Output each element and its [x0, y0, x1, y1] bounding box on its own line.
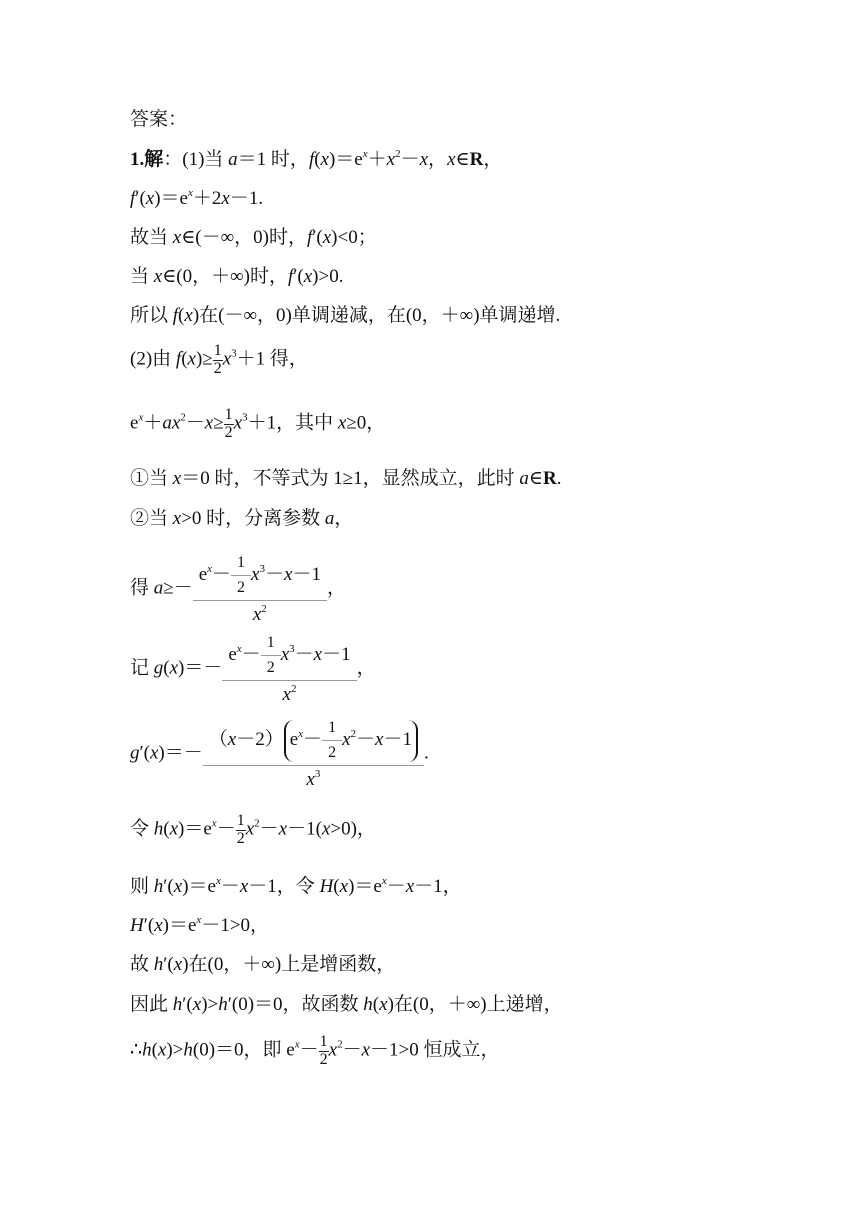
solution-line-14: 则 $h'(x)=e^x-x-1$，令 $H(x)=e^x-x-1$，	[130, 875, 462, 897]
solution-line-3: 故当 x∈(－∞，0)时，f′(x)<0；	[130, 227, 377, 248]
solution-line-11: 记 g(x)＝－ $e^x-$ $\frac{1}{2}$ $x^3-x-1$ $x^2$ ，	[130, 634, 376, 705]
solution-line-1: 1.解：(1)当 a＝1 时，$f(x)=e^x+x^2-x$，x∈R，	[130, 148, 503, 170]
solution-line-9: ②当 x>0 时，分离参数 a，	[130, 508, 354, 529]
solution-line-16: 故 h′(x)在(0，＋∞)上是增函数，	[130, 954, 396, 975]
solution-line-17: 因此 h′(x)>h′(0)＝0，故函数 h(x)在(0，＋∞)上递增，	[130, 994, 563, 1015]
fraction-g-bound: $e^x-$ $\frac{1}{2}$ $x^3-x-1$ $x^2$	[193, 555, 327, 624]
solution-line-5: 所以 f(x)在(－∞，0)单调递减，在(0，＋∞)单调递增.	[130, 305, 561, 326]
solution-line-12: g′(x)＝－ （x－2） $e^x-$ $\frac{1}{2}$ $x^2-x-1$ $x^3$ .	[130, 719, 429, 790]
fraction-g-def: $e^x-$ $\frac{1}{2}$ $x^3-x-1$ $x^2$	[222, 635, 356, 704]
solution-line-8: ①当 x＝0 时，不等式为 1≥1，显然成立，此时 a∈R.	[130, 468, 562, 489]
fraction-half: $\frac{1}{2}$	[213, 342, 222, 377]
solution-label: 1.解	[130, 149, 164, 170]
fraction-half: $\frac{1}{2}$	[319, 1033, 328, 1068]
solution-line-13: 令 $h(x)=e^x-$ $\frac{1}{2}$ $x^2-x-1(x>0)$，	[130, 812, 376, 847]
fraction-half: $\frac{1}{2}$	[224, 406, 233, 441]
solution-line-18: ∴h(x)>h(0)＝0，即 $e^x-$ $\frac{1}{2}$ $x^2-x-1>0$ 恒成立，	[130, 1033, 500, 1068]
solution-line-6: (2)由 f(x)≥ $\frac{1}{2}$ $x^3+1$ 得，	[130, 342, 308, 377]
solution-line-7: $e^x+ax^2-x\ge$ $\frac{1}{2}$ $x^3+1$，其中 x≥0，	[130, 406, 386, 441]
solution-line-10: 得 a≥－ $e^x-$ $\frac{1}{2}$ $x^3-x-1$ $x^2$ ，	[130, 554, 346, 625]
fraction-half: $\frac{1}{2}$	[236, 812, 245, 847]
fraction-g-derivative: （x－2） $e^x-$ $\frac{1}{2}$ $x^2-x-1$ $x^3$	[203, 720, 424, 789]
solution-line-4: 当 x∈(0，＋∞)时，f′(x)>0.	[130, 266, 344, 287]
solution-line-15: $H'(x)=e^x-1>0$，	[130, 914, 270, 936]
answer-heading: 答案：	[130, 109, 188, 130]
solution-line-2: $f'(x)=e^x+2x-1$.	[130, 187, 264, 209]
